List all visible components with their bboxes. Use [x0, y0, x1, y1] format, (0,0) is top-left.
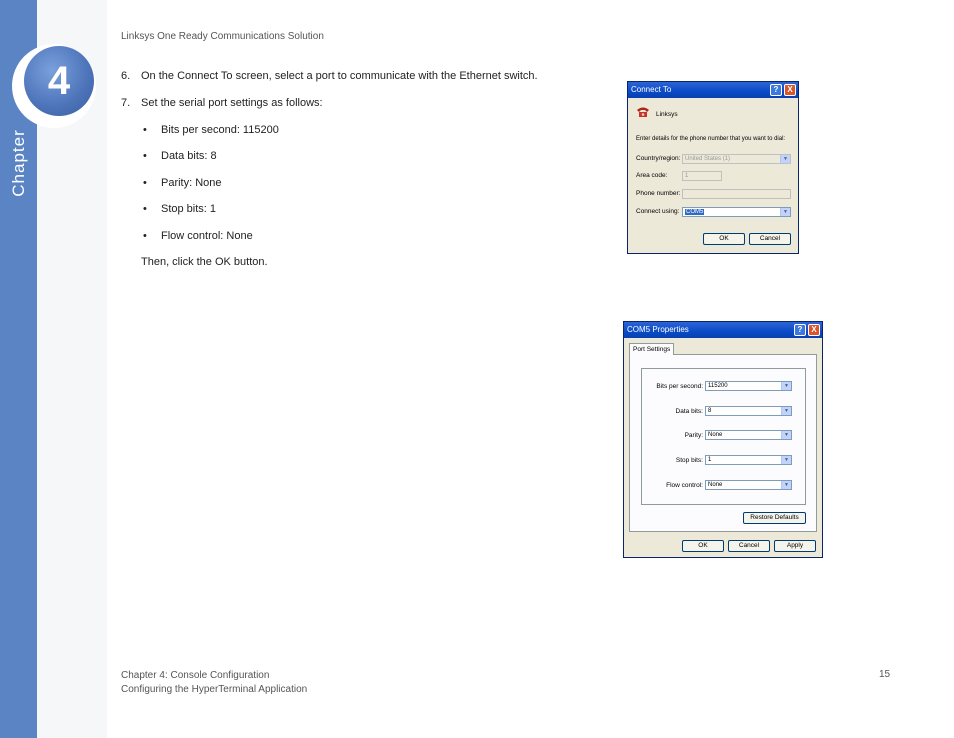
- step-number: 6.: [121, 70, 131, 82]
- bullet-text: Flow control: None: [161, 230, 253, 242]
- connect-using-label: Connect using:: [636, 208, 680, 215]
- area-code-label: Area code:: [636, 172, 668, 179]
- parity-value: None: [708, 432, 723, 438]
- stop-bits-select[interactable]: [705, 455, 792, 465]
- then-instruction: Then, click the OK button.: [141, 256, 268, 268]
- step-6: [121, 70, 538, 82]
- bullet-text: Data bits: 8: [161, 150, 217, 162]
- flow-control-value: None: [708, 482, 723, 488]
- country-value: United States (1): [685, 156, 731, 162]
- phone-number-label: Phone number:: [636, 190, 681, 197]
- chevron-down-icon: ▼: [780, 208, 790, 216]
- bits-per-second-select[interactable]: [705, 381, 792, 391]
- bullet-text: Parity: None: [161, 177, 222, 189]
- cancel-button[interactable]: Cancel: [728, 540, 770, 552]
- dial-instruction: Enter details for the phone number that you want to dial:: [636, 136, 786, 142]
- restore-defaults-button[interactable]: Restore Defaults: [743, 512, 806, 524]
- bullet-item: • Bits per second: 115200: [143, 124, 279, 136]
- close-button[interactable]: X: [808, 324, 820, 336]
- connect-to-title-bar: [628, 82, 798, 98]
- page-number: 15: [879, 669, 891, 680]
- connect-using-select[interactable]: [682, 207, 791, 217]
- flow-control-select[interactable]: [705, 480, 792, 490]
- step-7: [121, 97, 323, 109]
- footer-chapter-info: [121, 669, 307, 697]
- ok-button[interactable]: OK: [682, 540, 724, 552]
- footer-section: Configuring the HyperTerminal Application: [121, 684, 308, 695]
- chevron-down-icon: ▼: [781, 456, 791, 464]
- bullet-item: • Stop bits: 1: [143, 203, 217, 215]
- connection-name: Linksys: [656, 111, 678, 118]
- ok-button[interactable]: OK: [703, 233, 745, 245]
- chevron-down-icon: ▼: [781, 407, 791, 415]
- step-number: 7.: [121, 97, 131, 109]
- country-select[interactable]: [682, 154, 791, 164]
- chevron-down-icon: ▼: [780, 155, 790, 163]
- parity-select[interactable]: [705, 430, 792, 440]
- bullet-text: Bits per second: 115200: [161, 124, 279, 136]
- apply-button[interactable]: Apply: [774, 540, 816, 552]
- connect-to-title: Connect To: [631, 85, 672, 94]
- bullet-item: • Flow control: None: [143, 230, 253, 242]
- chevron-down-icon: ▼: [781, 481, 791, 489]
- connect-to-dialog: [627, 81, 799, 254]
- data-bits-label: Data bits:: [675, 408, 703, 415]
- chapter-number-badge: 4: [24, 46, 94, 116]
- country-label: Country/region:: [636, 155, 681, 162]
- flow-control-label: Flow control:: [666, 482, 703, 489]
- parity-label: Parity:: [684, 432, 703, 439]
- bits-per-second-value: 115200: [708, 383, 728, 389]
- data-bits-value: 8: [708, 408, 712, 414]
- running-header: Linksys One Ready Communications Solution: [121, 31, 324, 42]
- connect-using-value: COM5: [686, 209, 704, 215]
- bits-per-second-label: Bits per second:: [656, 383, 703, 390]
- step-text: On the Connect To screen, select a port to communicate with the Ethernet switch.: [141, 70, 538, 82]
- data-bits-select[interactable]: [705, 406, 792, 416]
- chevron-down-icon: ▼: [781, 382, 791, 390]
- bullet-item: • Parity: None: [143, 177, 222, 189]
- step-text: Set the serial port settings as follows:: [141, 97, 323, 109]
- bullet-text: Stop bits: 1: [161, 203, 217, 215]
- footer-chapter: Chapter 4: Console Configuration: [121, 670, 270, 681]
- help-button[interactable]: ?: [794, 324, 806, 336]
- bullet-item: • Data bits: 8: [143, 150, 217, 162]
- chapter-label: [5, 118, 33, 208]
- com5-title: COM5 Properties: [627, 325, 689, 334]
- help-button[interactable]: ?: [770, 84, 782, 96]
- tab-port-settings[interactable]: Port Settings: [629, 343, 674, 355]
- close-button[interactable]: X: [784, 84, 796, 96]
- phone-number-input[interactable]: [682, 189, 791, 199]
- chapter-label-text: Chapter: [9, 129, 28, 197]
- cancel-button[interactable]: Cancel: [749, 233, 791, 245]
- phone-icon: [636, 106, 650, 118]
- area-code-input[interactable]: 1: [682, 171, 722, 181]
- com5-properties-dialog: [623, 321, 823, 558]
- com5-title-bar: [624, 322, 822, 338]
- stop-bits-label: Stop bits:: [675, 457, 703, 464]
- chevron-down-icon: ▼: [781, 431, 791, 439]
- stop-bits-value: 1: [708, 457, 712, 463]
